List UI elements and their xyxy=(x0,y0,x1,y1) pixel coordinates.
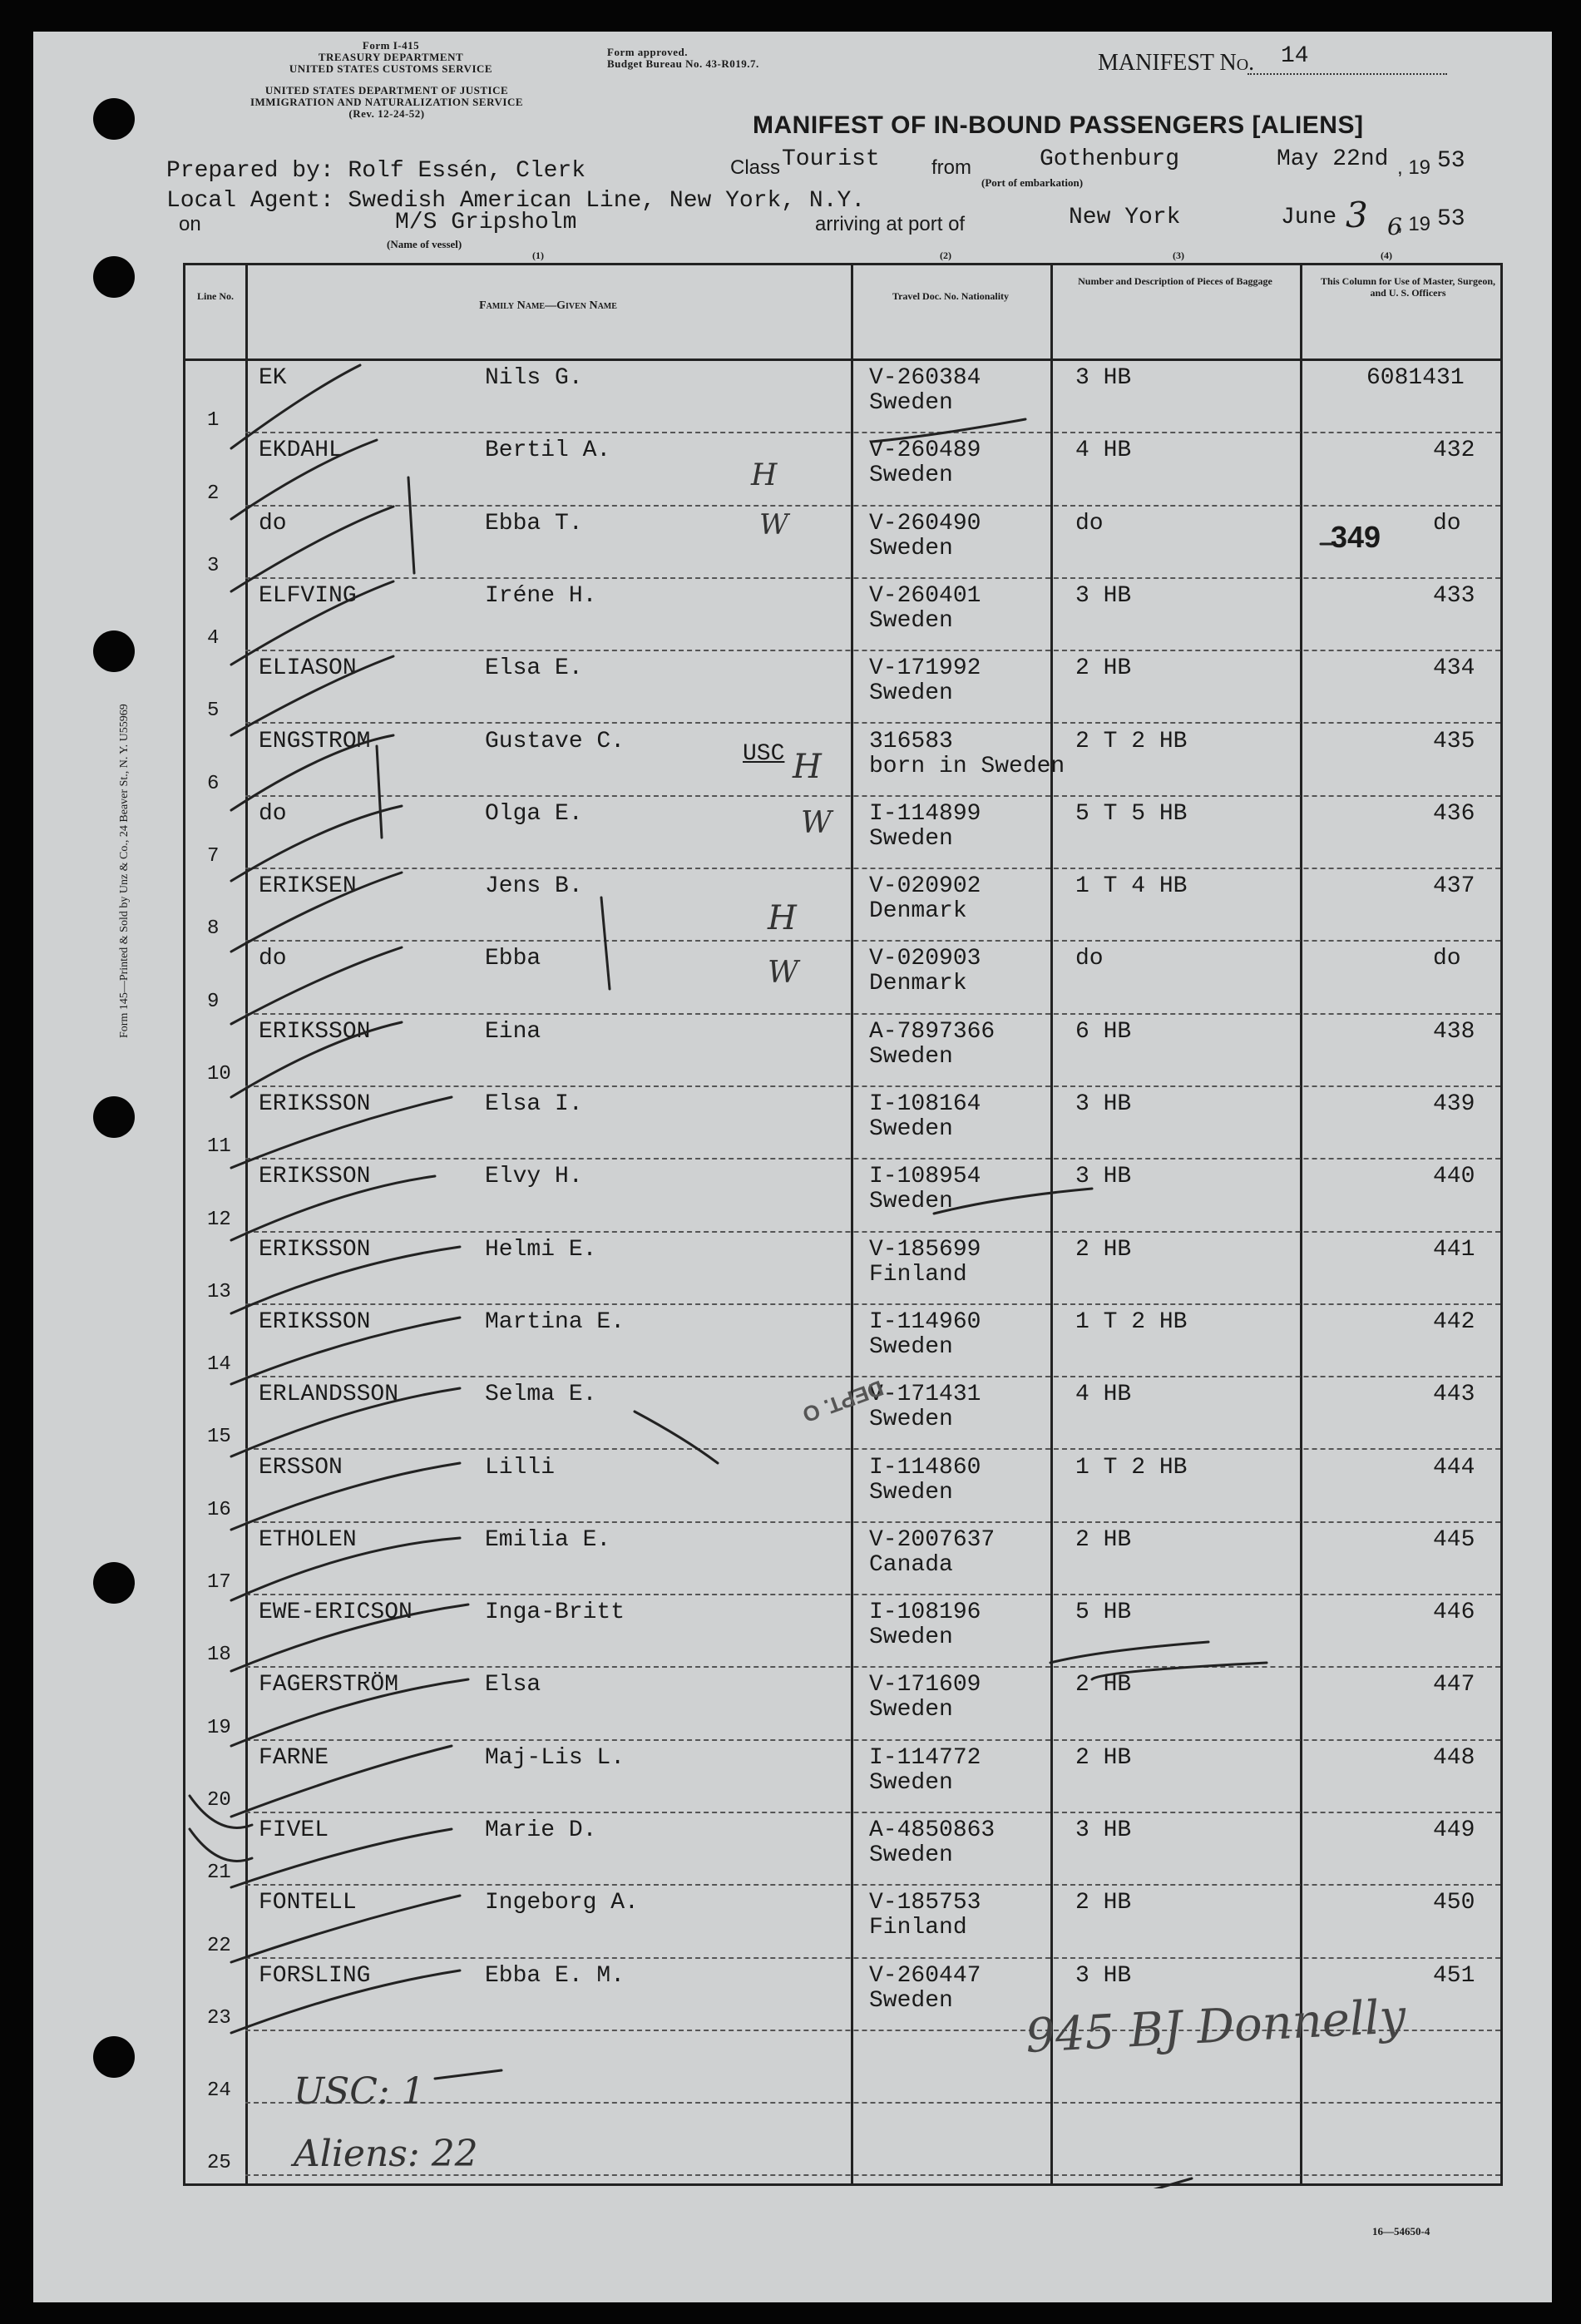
officer-number: 442 xyxy=(1433,1308,1475,1335)
baggage: 6 HB xyxy=(1075,1018,1132,1045)
mark-w: W xyxy=(801,806,832,840)
arrival-month: June xyxy=(1281,205,1337,230)
family-name: ELIASON xyxy=(259,655,357,682)
officer-number: 438 xyxy=(1433,1018,1475,1045)
officer-number: 444 xyxy=(1433,1454,1475,1481)
travel-doc-number: I-114772 xyxy=(869,1744,981,1771)
family-name: FONTELL xyxy=(259,1890,357,1916)
punch-hole xyxy=(93,630,135,672)
port-embark-caption: (Port of embarkation) xyxy=(981,176,1084,189)
officer-number: 447 xyxy=(1433,1672,1475,1698)
nationality: Finland xyxy=(869,1261,967,1288)
officer-number: 439 xyxy=(1433,1091,1475,1117)
nationality: Sweden xyxy=(869,1697,953,1723)
nationality: Finland xyxy=(869,1915,967,1941)
punch-hole xyxy=(93,1096,135,1138)
family-name: do xyxy=(259,946,287,972)
nationality: Sweden xyxy=(869,1842,953,1868)
col-header-name: Family Name—Given Name xyxy=(479,299,617,312)
col-number-4: (4) xyxy=(1381,250,1392,261)
line-number: 18 xyxy=(207,1644,231,1667)
given-name: Selma E. xyxy=(485,1382,597,1408)
baggage: 5 T 5 HB xyxy=(1075,800,1188,827)
given-name: Martina E. xyxy=(485,1308,625,1335)
baggage: do xyxy=(1075,510,1104,536)
line-number: 2 xyxy=(207,482,220,505)
given-name: Helmi E. xyxy=(485,1236,597,1263)
baggage: 1 T 2 HB xyxy=(1075,1454,1188,1481)
officer-number: 445 xyxy=(1433,1526,1475,1553)
from-port: Gothenburg xyxy=(1040,146,1180,172)
travel-doc-number: V-185753 xyxy=(869,1890,981,1916)
travel-doc-number: V-020902 xyxy=(869,873,981,900)
officer-number: 435 xyxy=(1433,728,1475,754)
line-number: 23 xyxy=(207,2006,231,2030)
officer-number: 436 xyxy=(1433,800,1475,827)
given-name: Emilia E. xyxy=(485,1526,611,1553)
col-header-officers: This Column for Use of Master, Surgeon, and U. S. Officers xyxy=(1320,275,1495,299)
departure-date: May 22nd xyxy=(1277,146,1389,172)
travel-doc-number: V-185699 xyxy=(869,1236,981,1263)
travel-doc-number: I-114899 xyxy=(869,800,981,827)
given-name: Maj-Lis L. xyxy=(485,1744,625,1771)
family-name: ERIKSSON xyxy=(259,1164,371,1190)
line-number: 12 xyxy=(207,1208,231,1231)
travel-doc-number: 316583 xyxy=(869,728,953,754)
ins-label: IMMIGRATION AND NATURALIZATION SERVICE xyxy=(250,96,524,108)
family-name: ERSSON xyxy=(259,1454,343,1481)
col-header-line-no: Line No. xyxy=(196,290,234,302)
baggage: 3 HB xyxy=(1075,1091,1132,1117)
mark-w: W xyxy=(759,508,788,541)
line-number: 14 xyxy=(207,1353,231,1377)
officer-number: 437 xyxy=(1433,873,1475,900)
family-name: FIVEL xyxy=(259,1817,329,1843)
departure-year: 53 xyxy=(1437,148,1465,174)
baggage: 1 T 4 HB xyxy=(1075,873,1188,900)
travel-doc-number: V-260401 xyxy=(869,582,981,609)
travel-doc-number: V-260490 xyxy=(869,510,981,536)
nationality: Sweden xyxy=(869,1407,953,1433)
year-prefix-2: , 19 xyxy=(1397,213,1431,235)
justice-block xyxy=(170,85,603,120)
nationality: Sweden xyxy=(869,607,953,634)
family-name: do xyxy=(259,800,287,827)
baggage: 3 HB xyxy=(1075,582,1132,609)
given-name: Inga-Britt xyxy=(485,1600,625,1626)
officer-number: 451 xyxy=(1433,1962,1475,1989)
given-name: Elsa E. xyxy=(485,655,583,682)
travel-doc-number: I-114860 xyxy=(869,1454,981,1481)
officer-number: 443 xyxy=(1433,1382,1475,1408)
manifest-sheet xyxy=(33,32,1552,2302)
col-number-2: (2) xyxy=(940,250,951,261)
given-name: Bertil A. xyxy=(485,438,611,464)
manifest-no: 14 xyxy=(1281,43,1309,69)
class-value: Tourist xyxy=(782,146,880,172)
family-name: ERIKSSON xyxy=(259,1091,371,1117)
arriving-label: arriving at port of xyxy=(815,213,966,235)
on-label: on xyxy=(179,213,201,235)
officer-number: 440 xyxy=(1433,1164,1475,1190)
nationality: Sweden xyxy=(869,1189,953,1215)
given-name: Iréne H. xyxy=(485,582,597,609)
line-number: 19 xyxy=(207,1716,231,1739)
from-label: from xyxy=(931,156,971,179)
nationality: Sweden xyxy=(869,680,953,707)
baggage: 2 HB xyxy=(1075,1890,1132,1916)
nationality: Sweden xyxy=(869,1987,953,2014)
line-number: 1 xyxy=(207,409,220,433)
nationality: Sweden xyxy=(869,462,953,489)
nationality: Sweden xyxy=(869,1769,953,1796)
baggage: 3 HB xyxy=(1075,1817,1132,1843)
baggage: 5 HB xyxy=(1075,1600,1132,1626)
arrival-day: 3 xyxy=(1346,195,1368,235)
nationality: Sweden xyxy=(869,1116,953,1142)
travel-doc-number: V-171431 xyxy=(869,1382,981,1408)
officer-number: do xyxy=(1433,510,1461,536)
mark-h: H xyxy=(751,458,778,492)
given-name: Elvy H. xyxy=(485,1164,583,1190)
baggage: 2 HB xyxy=(1075,1672,1132,1698)
given-name: Jens B. xyxy=(485,873,583,900)
line-number: 6 xyxy=(207,772,220,795)
baggage: 2 HB xyxy=(1075,1744,1132,1771)
travel-doc-number: A-4850863 xyxy=(869,1817,996,1843)
form-number: Form I-415 xyxy=(362,39,420,52)
travel-doc-number: V-171992 xyxy=(869,655,981,682)
officer-number: 450 xyxy=(1433,1890,1475,1916)
line-number: 20 xyxy=(207,1788,231,1812)
officer-number: 6081431 xyxy=(1366,365,1465,391)
given-name: Elsa I. xyxy=(485,1091,583,1117)
travel-doc-number: V-260489 xyxy=(869,438,981,464)
family-name: ERIKSSON xyxy=(259,1236,371,1263)
baggage: 4 HB xyxy=(1075,1382,1132,1408)
vessel-name: M/S Gripsholm xyxy=(395,210,577,235)
form-number-block xyxy=(262,40,520,75)
manifest-title: MANIFEST OF IN-BOUND PASSENGERS [ALIENS] xyxy=(753,111,1364,139)
budget-bureau: Budget Bureau No. 43-R019.7. xyxy=(607,57,759,70)
travel-doc-number: I-108196 xyxy=(869,1600,981,1626)
line-number: 21 xyxy=(207,1862,231,1885)
nationality: Canada xyxy=(869,1551,953,1578)
officer-number: 433 xyxy=(1433,582,1475,609)
form-approved: Form approved. xyxy=(607,46,689,58)
baggage: 3 HB xyxy=(1075,1962,1132,1989)
manifest-no-label: MANIFEST No. xyxy=(1098,50,1255,76)
arrival-port: New York xyxy=(1069,205,1181,230)
given-name: Nils G. xyxy=(485,365,583,391)
arrival-year: 53 xyxy=(1437,206,1465,232)
mark-w: W xyxy=(768,956,799,990)
baggage: 4 HB xyxy=(1075,438,1132,464)
nationality: Sweden xyxy=(869,825,953,852)
baggage: 3 HB xyxy=(1075,365,1132,391)
line-number: 17 xyxy=(207,1571,231,1595)
total-aliens: Aliens: 22 xyxy=(294,2133,478,2175)
prepared-by: Prepared by: Rolf Essén, Clerk xyxy=(166,158,586,184)
line-number: 16 xyxy=(207,1498,231,1521)
given-name: Eina xyxy=(485,1018,541,1045)
given-name: Ebba T. xyxy=(485,510,583,536)
local-agent: Local Agent: Swedish American Line, New York, N.Y. xyxy=(166,188,866,214)
travel-doc-number: V-2007637 xyxy=(869,1526,996,1553)
class-label: Class xyxy=(730,156,781,179)
rev-label: (Rev. 12-24-52) xyxy=(348,107,425,120)
line-number: 13 xyxy=(207,1280,231,1303)
mark-h: H xyxy=(793,748,822,786)
travel-doc-number: I-108164 xyxy=(869,1091,981,1117)
baggage: 2 T 2 HB xyxy=(1075,728,1188,754)
officer-number: 441 xyxy=(1433,1236,1475,1263)
given-name: Marie D. xyxy=(485,1817,597,1843)
line-number: 15 xyxy=(207,1426,231,1449)
customs-label: UNITED STATES CUSTOMS SERVICE xyxy=(289,62,493,75)
given-name: Olga E. xyxy=(485,800,583,827)
line-number: 11 xyxy=(207,1135,231,1159)
officer-number: 434 xyxy=(1433,655,1475,682)
vessel-caption: (Name of vessel) xyxy=(387,238,462,250)
col-number-1: (1) xyxy=(532,250,544,261)
officer-number: 432 xyxy=(1433,438,1475,464)
nationality: Denmark xyxy=(869,971,967,997)
officer-number: 448 xyxy=(1433,1744,1475,1771)
col-number-3: (3) xyxy=(1173,250,1184,261)
line-number: 3 xyxy=(207,554,220,577)
family-name: EWE-ERICSON xyxy=(259,1600,413,1626)
year-prefix-1: , 19 xyxy=(1397,156,1431,179)
baggage: 3 HB xyxy=(1075,1164,1132,1190)
given-name: Ebba xyxy=(485,946,541,972)
justice-label: UNITED STATES DEPARTMENT OF JUSTICE xyxy=(264,84,509,96)
travel-doc-number: I-114960 xyxy=(869,1308,981,1335)
mark-h: H xyxy=(768,899,797,937)
given-name: Ingeborg A. xyxy=(485,1890,639,1916)
officer-signature: 945 BJ Donnelly xyxy=(1024,1990,1407,2064)
family-name: ELFVING xyxy=(259,582,357,609)
given-name: Ebba E. M. xyxy=(485,1962,625,1989)
baggage: 1 T 2 HB xyxy=(1075,1308,1188,1335)
family-name: ERLANDSSON xyxy=(259,1382,399,1408)
baggage: 2 HB xyxy=(1075,1236,1132,1263)
family-name: FORSLING xyxy=(259,1962,371,1989)
form-code: 16—54650-4 xyxy=(1372,2225,1430,2237)
travel-doc-number: I-108954 xyxy=(869,1164,981,1190)
given-name: Lilli xyxy=(485,1454,556,1481)
family-name: EKDAHL xyxy=(259,438,343,464)
passenger-table xyxy=(183,263,1503,2186)
baggage: 2 HB xyxy=(1075,1526,1132,1553)
usc-tag: USC xyxy=(743,741,785,767)
travel-doc-number: A-7897366 xyxy=(869,1018,996,1045)
stamp-349: 349 xyxy=(1331,520,1381,554)
col-header-baggage: Number and Description of Pieces of Baggage xyxy=(1078,275,1272,287)
nationality: Sweden xyxy=(869,535,953,561)
nationality: Sweden xyxy=(869,1479,953,1506)
officer-number: 446 xyxy=(1433,1600,1475,1626)
line-number: 7 xyxy=(207,845,220,868)
nationality: Sweden xyxy=(869,1624,953,1651)
side-print: Form 145—Printed & Sold by Unz & Co., 24 Beaver St., N. Y. U55969 xyxy=(118,704,131,1038)
family-name: EK xyxy=(259,365,287,391)
col-header-travel-doc: Travel Doc. No. Nationality xyxy=(892,290,1010,302)
travel-doc-number: V-260447 xyxy=(869,1962,981,1989)
family-name: ETHOLEN xyxy=(259,1526,357,1553)
family-name: FAGERSTRÖM xyxy=(259,1672,399,1698)
line-number: 25 xyxy=(207,2152,231,2175)
nationality: born in Sweden xyxy=(869,753,1065,779)
given-name: Elsa xyxy=(485,1672,541,1698)
nationality: Sweden xyxy=(869,1043,953,1070)
approval-block xyxy=(607,47,759,70)
officer-number: do xyxy=(1433,946,1461,972)
family-name: ENGSTROM xyxy=(259,728,371,754)
travel-doc-number: V-260384 xyxy=(869,365,981,391)
dept-stamp: DEPT. O xyxy=(799,1375,887,1428)
family-name: ERIKSEN xyxy=(259,873,357,900)
line-number: 9 xyxy=(207,990,220,1013)
family-name: do xyxy=(259,510,287,536)
travel-doc-number: V-020903 xyxy=(869,946,981,972)
family-name: ERIKSSON xyxy=(259,1018,371,1045)
punch-hole xyxy=(93,98,135,140)
punch-hole xyxy=(93,256,135,298)
family-name: FARNE xyxy=(259,1744,329,1771)
baggage: do xyxy=(1075,946,1104,972)
officer-number: 449 xyxy=(1433,1817,1475,1843)
treasury-label: TREASURY DEPARTMENT xyxy=(318,51,464,63)
nationality: Sweden xyxy=(869,1333,953,1360)
family-name: ERIKSSON xyxy=(259,1308,371,1335)
line-number: 24 xyxy=(207,2079,231,2103)
manifest-no-rule xyxy=(1248,73,1447,75)
line-number: 22 xyxy=(207,1934,231,1957)
arrival-day-mark: 6 xyxy=(1387,213,1402,240)
line-number: 8 xyxy=(207,917,220,941)
nationality: Sweden xyxy=(869,390,953,416)
given-name: Gustave C. xyxy=(485,728,625,754)
punch-hole xyxy=(93,2036,135,2078)
line-number: 5 xyxy=(207,700,220,723)
line-number: 10 xyxy=(207,1062,231,1085)
baggage: 2 HB xyxy=(1075,655,1132,682)
pen-marks xyxy=(185,265,1505,2188)
punch-hole xyxy=(93,1562,135,1604)
nationality: Denmark xyxy=(869,898,967,925)
travel-doc-number: V-171609 xyxy=(869,1672,981,1698)
total-usc: USC: 1 xyxy=(294,2070,425,2113)
line-number: 4 xyxy=(207,627,220,650)
